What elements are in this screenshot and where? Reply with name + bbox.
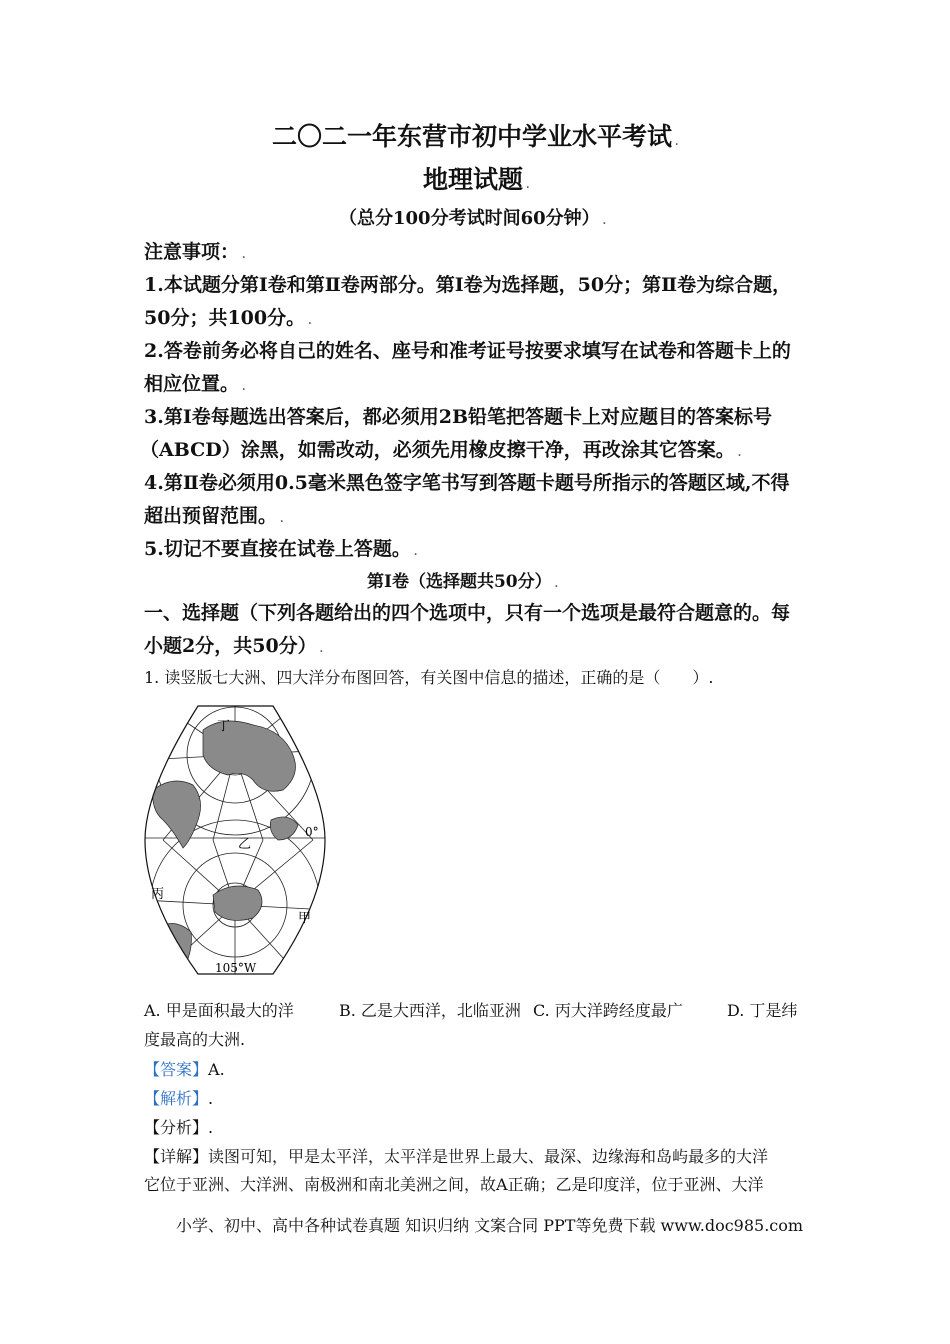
detail-line-1: 【详解】读图可知，甲是太平洋，太平洋是世界上最大、最深、边缘海和岛屿最多的大洋 [144, 1147, 769, 1166]
note-line-1: 1.本试题分第Ⅰ卷和第Ⅱ卷两部分。第Ⅰ卷为选择题，50分；第Ⅱ卷为综合题， [144, 274, 792, 296]
exam-subtitle: 地理试题 . [423, 165, 530, 194]
note-line-9: 5.切记不要直接在试卷上答题。 . [144, 538, 418, 560]
option-d: D. 丁是纬 [727, 1001, 798, 1020]
option-c: C. 丙大洋跨经度最广 [533, 1001, 683, 1020]
world-map-figure [143, 700, 329, 980]
footer-text: 小学、初中、高中各种试卷真题 知识归纳 文案合同 PPT等免费下载 www.doc985.com [176, 1216, 804, 1235]
option-b: B. 乙是大西洋，北临亚洲 [339, 1001, 521, 1020]
label-yi: 乙 [238, 837, 252, 852]
answer-tag: 【答案】 [144, 1060, 209, 1079]
section-heading-line-1: 一、选择题（下列各题给出的四个选项中，只有一个选项是最符合题意的。每 [144, 602, 791, 624]
label-105w: 105°W [215, 961, 257, 975]
label-ding: 丁 [217, 719, 231, 734]
fenxi-tag: 【分析】 [144, 1118, 209, 1137]
note-line-6: （ABCD）涂黑，如需改动，必须先用橡皮擦干净，再改涂其它答案。 . [140, 439, 742, 461]
fenxi-value: . [208, 1118, 214, 1137]
analysis-line [144, 1086, 213, 1109]
note-line-2: 50分；共100分。 . [144, 307, 312, 329]
answer-line [144, 1057, 225, 1080]
notes-heading: 注意事项： . [144, 241, 246, 263]
note-line-4: 相应位置。 . [144, 373, 246, 395]
label-equator: 0° [305, 825, 319, 839]
analysis-tag: 【解析】 [144, 1089, 209, 1108]
section-heading-line-2: 小题2分，共50分） . [144, 635, 324, 657]
exam-info: （总分100分考试时间60分钟） . [339, 208, 607, 229]
label-bing: 丙 [151, 887, 165, 902]
world-map-svg [143, 700, 329, 980]
note-line-3: 2.答卷前务必将自己的姓名、座号和准考证号按要求填写在试卷和答题卡上的 [144, 340, 791, 362]
label-jia: 甲 [298, 911, 312, 926]
question-stem: 1. 读竖版七大洲、四大洋分布图回答，有关图中信息的描述，正确的是（ ）. [144, 668, 714, 687]
fenxi-line [144, 1115, 213, 1138]
exam-title: 二〇二一年东营市初中学业水平考试 . [272, 122, 679, 151]
note-line-7: 4.第Ⅱ卷必须用0.5毫米黑色签字笔书写到答题卡题号所指示的答题区域,不得 [144, 472, 790, 494]
option-a: A. 甲是面积最大的洋 [144, 1001, 294, 1020]
answer-value: A. [208, 1060, 225, 1079]
note-line-5: 3.第Ⅰ卷每题选出答案后，都必须用2B铅笔把答题卡上对应题目的答案标号 [144, 406, 773, 428]
analysis-value: . [208, 1089, 214, 1108]
note-line-8: 超出预留范围。 . [144, 505, 284, 527]
part-title: 第Ⅰ卷（选择题共50分） . [367, 572, 559, 592]
detail-line-2: 它位于亚洲、大洋洲、南极洲和南北美洲之间，故A正确；乙是印度洋，位于亚洲、大洋 [144, 1175, 764, 1194]
option-d-continued: 度最高的大洲. [144, 1030, 246, 1049]
